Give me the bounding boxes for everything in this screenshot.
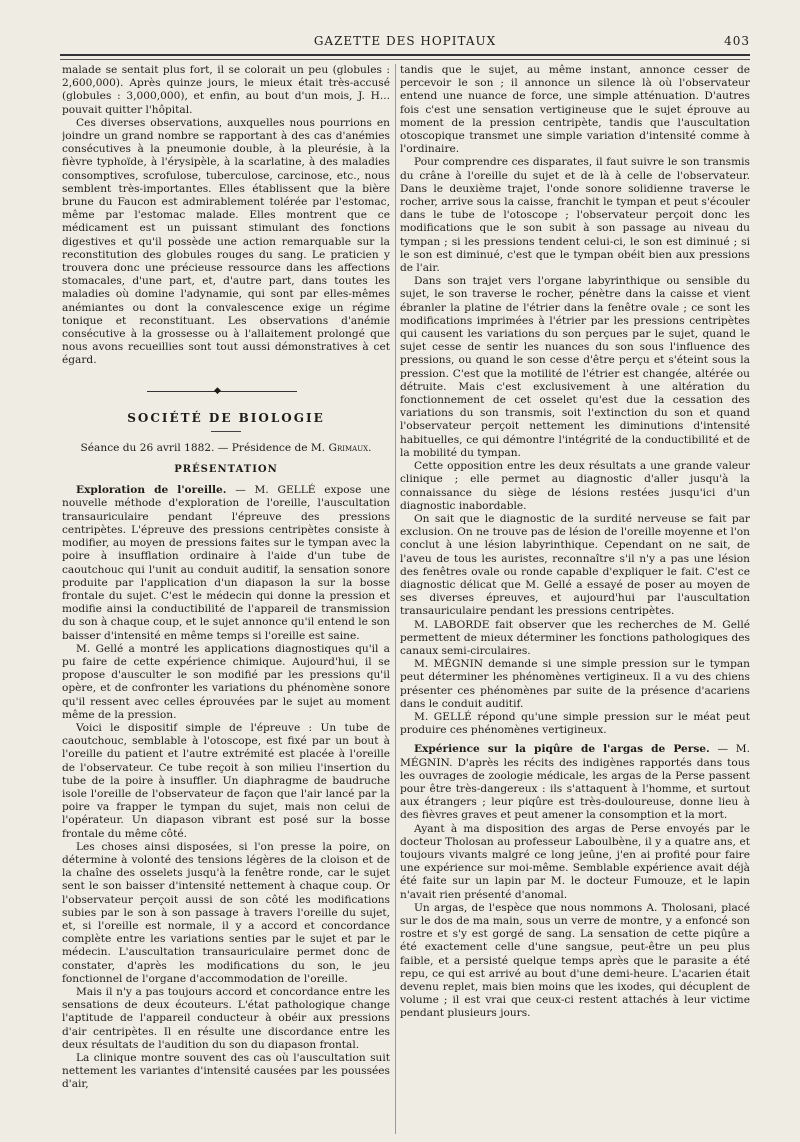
- speaker-name: — M. GELLÉ: [226, 484, 316, 497]
- page-number: 403: [724, 34, 750, 48]
- paragraph: tandis que le sujet, au même instant, annonce cesser de percevoir le son ; il annonce un silence là où l'observateur entend une nuance de force, une simple atténuation. D'autres fois c'est une sensation vertigineuse que le sujet éprouve au moment de la pression centripète, tandis que l'auscultation otoscopique transmet une simple variation d'intensité comme à l'ordinaire.: [400, 64, 750, 156]
- paragraph: Ayant à ma disposition des argas de Perse envoyés par le docteur Tholosan au professeur Laboulbène, il y a quatre ans, et toujours vivants malgré ce long jeûne, j'en ai profité pour faire une expérience sur moi-même. Semblable expérience avait déjà été faite sur un lapin par M. le docteur Fumouze, et le lapin n'avait rien présenté d'anomal.: [400, 822, 750, 901]
- paragraph: Un argas, de l'espèce que nous nommons A. Tholosani, placé sur le dos de ma main, sous un verre de montre, y a enfoncé son rostre et s'y est gorgé de sang. La sensation de cette piqûre a été exactement celle d'une sangsue, peut-être un peu plus faible, et a persisté quelque temps après que le parasite a été repu, ce qui est arrivé au bout d'une demi-heure. L'acarien était devenu replet, mais bien moins que les ixodes, qui décuplent de volume ; il est vrai que ceux-ci restent attachés à leur victime pendant plusieurs jours.: [400, 901, 750, 1020]
- header-rule-thin: [60, 59, 750, 60]
- section-separator: [62, 384, 390, 398]
- article-heading: Expérience sur la piqûre de l'argas de Perse.: [414, 743, 710, 756]
- paragraph: malade se sentait plus fort, il se colorait un peu (globules : 2,600,000). Après quinze jours, le mieux était très-accusé (globules : 3,000,000), et enfin, au bout d'un mois, J. H... pouvait quitter l'hôpital.: [62, 64, 390, 116]
- speaker-name: M. GELLÉ: [414, 710, 472, 723]
- article-heading: Exploration de l'oreille.: [76, 484, 227, 497]
- paragraph: Mais il n'y a pas toujours accord et concordance entre les sensations de deux écouteurs. L'état pathologique change l'aptitude de l'appareil conducteur à obéir aux pressions d'air centripètes. Il en résulte une discordance entre les deux résultats de l'audition du son du diapason frontal.: [62, 986, 390, 1051]
- column-divider: [395, 64, 396, 1134]
- speaker-name: — M. MÉGNIN.: [400, 743, 750, 769]
- paragraph: Pour comprendre ces disparates, il faut suivre le son transmis du crâne à l'oreille du sujet et de là à celle de l'observateur. Dans le deuxième trajet, l'onde sonore solidienne traverse le rocher, arrive sous la caisse, franchit le tympan et peut s'écouler dans le tube de l'otoscope ; l'observateur perçoit donc les modifications que le son subit à son passage au niveau du tympan ; si les pressions tendent celui-ci, le son est diminué ; si le son est diminué, c'est que le tympan obéit bien aux pressions de l'air.: [400, 156, 750, 275]
- speaker-name: M. MÉGNIN: [414, 658, 484, 671]
- paragraph: On sait que le diagnostic de la surdité nerveuse se fait par exclusion. On ne trouve pas de lésion de l'oreille moyenne et l'on conclut à une lésion labyrinthique. Cependant on ne sait, de l'aveu de tous les auristes, reconnaître s'il n'y a pas une lésion des fenêtres ovale ou ronde capable d'expliquer le fait. C'est ce diagnostic délicat que M. Gellé a essayé de poser au moyen de ses diverses épreuves, et aujourd'hui par l'auscultation transauriculaire pendant les pressions centripètes.: [400, 512, 750, 618]
- header-rule: [60, 54, 750, 56]
- paragraph: La clinique montre souvent des cas où l'auscultation suit nettement les variantes d'intensité causées par les poussées d'air,: [62, 1052, 390, 1091]
- page-header: [60, 30, 750, 52]
- paragraph: [400, 743, 750, 822]
- speaker-name: M. LABORDE: [414, 618, 490, 631]
- paragraph-text: demande si une simple pression sur le tympan peut déterminer les phénomènes vertigineux. Il a vu des chiens présenter ces phénomènes par suite de la présence d'acariens dans le conduit auditif.: [400, 658, 750, 710]
- paragraph: Voici le dispositif simple de l'épreuve : Un tube de caoutchouc, semblable à l'otoscope, est fixé par un bout à l'oreille du patient et l'autre extrémité est placée à l'oreille de l'observateur. Ce tube reçoit à son milieu l'insertion du tube de la poire à insuffler. Un diaphragme de baudruche isole l'oreille de l'observateur de façon que l'air lancé par la poire va frapper le tympan du sujet, mais non celui de l'opérateur. Un diapason vibrant est posé sur la bosse frontale du même côté.: [62, 721, 390, 840]
- paragraph: M. Gellé a montré les applications diagnostiques qu'il a pu faire de cette expérience chimique. Aujourd'hui, il se propose d'ausculter le son modifié par les pressions qu'il opère, et de confronter les variations du phénomène sonore qu'il ressent avec celles éprouvées par le sujet au moment même de la pression.: [62, 642, 390, 721]
- paragraph: Les choses ainsi disposées, si l'on presse la poire, on détermine à volonté des tensions légères de la cloison et de la chaîne des osselets jusqu'à la fenêtre ronde, car le sujet sent le son baisser d'intensité nettement à chaque coup. Or l'observateur perçoit aussi de son côté les modifications subies par le son à son passage à travers l'oreille du sujet, et, si l'oreille est normale, il y a accord et concordance complète entre les variations senties par le sujet et par le médecin. L'auscultation transauriculaire permet donc de constater, d'après les modifications du son, le jeu fonctionnel de l'organe d'accommodation de l'oreille.: [62, 840, 390, 985]
- paragraph: [400, 619, 750, 659]
- paragraph: Dans son trajet vers l'organe labyrinthique ou sensible du sujet, le son traverse le rocher, pénètre dans la caisse et vient ébranler la platine de l'étrier dans la fenêtre ovale ; ce sont les modifications imprimées à l'étrier par les pressions centripètes qui causent les variations du son perçues par le sujet, quand le sujet cesse de sentir les nuances du son sous l'influence des pressions, ou quand le son cesse d'être perçu et s'éteint sous la pression. C'est que la motilité de l'étrier est changée, altérée ou détruite. Mais c'est exclusivement à une altération du fonctionnement de cet osselet qu'est due la cessation des variations du son transmis, soit l'extinction du son et quand l'observateur perçoit nettement les diminutions d'intensité habituelles, ce qui démontre l'intégrité de la conductibilité et de la mobilité du tympan.: [400, 275, 750, 459]
- seance-line: [62, 442, 390, 455]
- paragraph: [400, 658, 750, 711]
- section-title: SOCIÉTÉ DE BIOLOGIE: [127, 410, 325, 425]
- paragraph-text: D'après les récits des indigènes rapportés dans tous les ouvrages de zoologie médicale, les argas de la Perse passent pour être très-dangereux : ils s'attaquent à l'homme, et surtout aux étrangers ; leur piqûre est très-douloureuse, donne lieu à des fièvres graves et peut amener la consomption et la mort.: [400, 756, 750, 822]
- subheading: PRÉSENTATION: [174, 464, 278, 476]
- separator-ornament-icon: ◆: [214, 385, 221, 396]
- left-column: [62, 64, 390, 1134]
- president-name: Grimaux.: [328, 441, 372, 454]
- paragraph: [62, 484, 390, 642]
- paragraph-text: répond qu'une simple pression sur le méat peut produire ces phénomènes vertigineux.: [400, 710, 750, 737]
- paragraph: Cette opposition entre les deux résultats a une grande valeur clinique ; elle permet au diagnostic d'aller jusqu'à la connaissance du siège de lésions restées jusqu'ici d'un diagnostic inabordable.: [400, 460, 750, 512]
- right-column: [400, 64, 750, 1134]
- journal-title: GAZETTE DES HOPITAUX: [313, 34, 497, 48]
- seance-text: Séance du 26 avril 1882. — Présidence de M.: [80, 441, 329, 454]
- paragraph: [400, 711, 750, 737]
- paragraph: Ces diverses observations, auxquelles nous pourrions en joindre un grand nombre se rapportant à des cas d'anémies consécutives à la pneumonie double, à la pleurésie, à la fièvre typhoïde, à l'érysipèle, à la scarlatine, à des maladies consomptives, scrofulose, tuberculose, carcinose, etc., nous semblent très-importantes. Elles établissent que la bière brune du Faucon est admirablement tolérée par l'estomac, même par l'estomac malade. Elles montrent que ce médicament est un puissant stimulant des fonctions digestives et qu'il possède une action remarquable sur la reconstitution des globules rouges du sang. Le praticien y trouvera donc une précieuse ressource dans les affections stomacales, d'une part, et, d'autre part, dans toutes les maladies où domine l'adynamie, qui sont par elles-mêmes anémiantes ou dont la convalescence exige un régime tonique et reconstituant. Les observations d'anémie consécutive à la grossesse ou à l'allaitement prolongé que nous avons recueillies sont tout aussi démonstratives à cet égard.: [62, 116, 390, 367]
- divider: [211, 431, 241, 432]
- paragraph-text: fait observer que les recherches de M. Gellé permettent de mieux déterminer les fonctions pathologiques des canaux semi-circulaires.: [400, 618, 750, 657]
- paragraph-text: expose une nouvelle méthode d'exploration de l'oreille, l'auscultation transauriculaire pendant l'épreuve des pressions centripètes. L'épreuve des pressions centripètes consiste à modifier, au moyen de pressions faites sur le tympan avec la poire à insufflation ordinaire à l'aide d'un tube de caoutchouc qui l'unit au conduit auditif, la sensation sonore produite par l'application d'un diapason la sur la bosse frontale du sujet. C'est le médecin qui donne la pression et modifie ainsi la conductibilité de l'appareil de transmission du son à chaque coup, et le sujet annonce qu'il entend le son baisser d'intensité en même temps si l'oreille est saine.: [62, 484, 390, 642]
